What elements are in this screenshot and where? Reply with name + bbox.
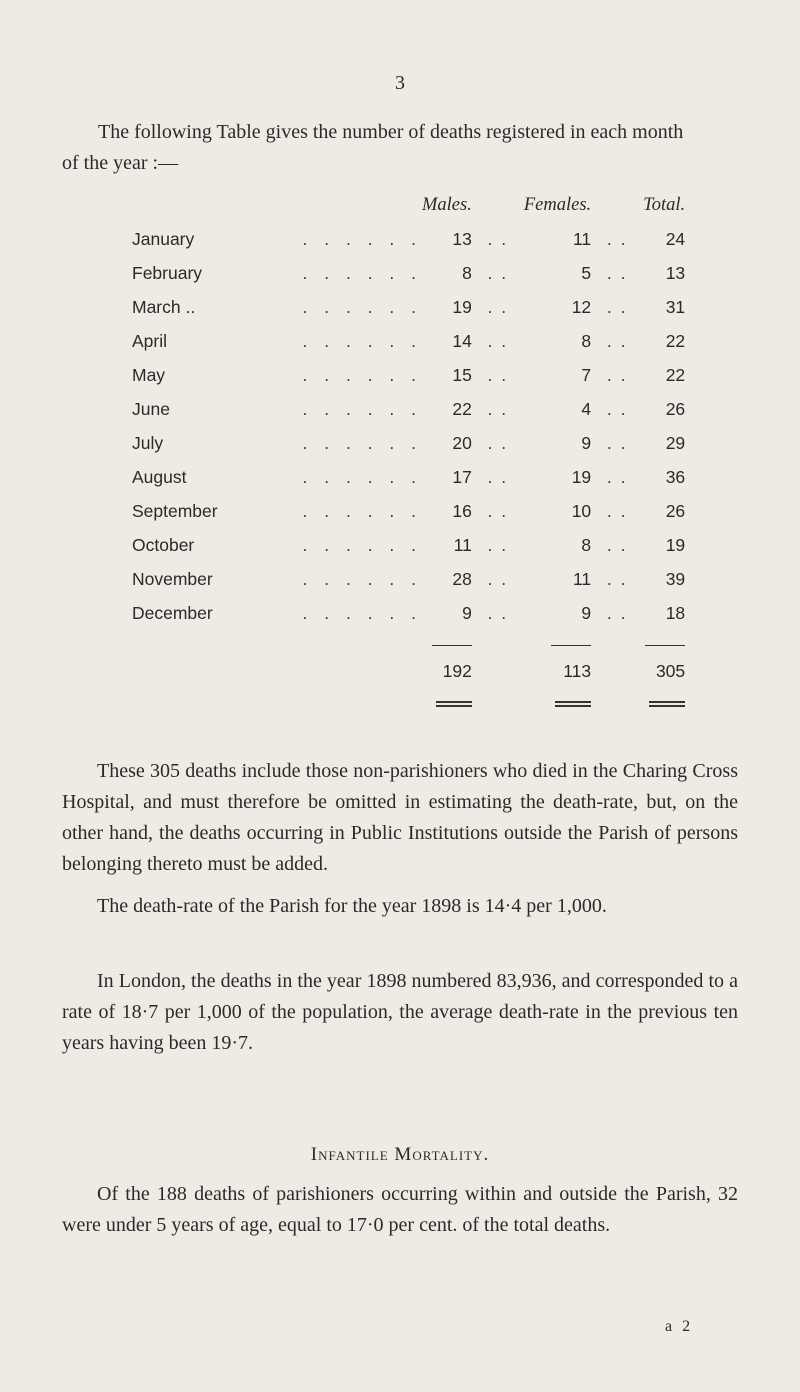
dot-separator: . . (606, 500, 628, 521)
total-females: 113 (563, 660, 592, 681)
column-header-males: Males. (422, 194, 472, 215)
dot-leader: . . . . . . (302, 262, 422, 283)
females-count: 9 (581, 602, 592, 623)
dot-separator: . . (487, 296, 509, 317)
dot-leader: . . . . . . (302, 602, 422, 623)
month-label: July (132, 432, 164, 453)
table-row (132, 358, 685, 392)
males-count: 28 (452, 568, 472, 589)
table-row (132, 596, 685, 630)
table-row (132, 290, 685, 324)
dot-separator: . . (487, 398, 509, 419)
dot-separator: . . (606, 568, 628, 589)
column-header-total: Total. (643, 194, 686, 215)
dot-separator: . . (606, 262, 628, 283)
sum-rule-row (132, 630, 685, 651)
dot-separator: . . (606, 432, 628, 453)
dot-separator: . . (487, 262, 509, 283)
table-body (132, 222, 685, 630)
males-count: 13 (452, 228, 472, 249)
total-count: 24 (665, 228, 686, 249)
females-count: 8 (581, 534, 592, 555)
double-rule (555, 701, 591, 707)
dot-separator: . . (487, 534, 509, 555)
total-count: 29 (665, 432, 686, 453)
month-label: September (132, 500, 218, 521)
paragraph-parish-death-rate: The death-rate of the Parish for the year 1898 is 14·4 per 1,000. (97, 895, 607, 917)
grand-total: 305 (655, 660, 686, 681)
dot-leader: . . . . . . (302, 466, 422, 487)
dot-separator: . . (487, 228, 509, 249)
month-label: November (132, 568, 213, 589)
table-row (132, 222, 685, 256)
females-count: 9 (581, 432, 592, 453)
females-count: 8 (581, 330, 592, 351)
dot-leader: . . . . . . (302, 228, 422, 249)
total-count: 39 (665, 568, 686, 589)
dot-leader: . . . . . . (302, 500, 422, 521)
dot-separator: . . (606, 296, 628, 317)
males-count: 19 (452, 296, 472, 317)
table-row (132, 256, 685, 290)
dot-separator: . . (606, 466, 628, 487)
total-count: 36 (665, 466, 686, 487)
section-heading: Infantile Mortality. (310, 1144, 490, 1165)
females-count: 19 (571, 466, 592, 487)
total-count: 26 (665, 500, 686, 521)
month-label: October (132, 534, 195, 555)
sum-rule (432, 645, 472, 646)
table-row (132, 324, 685, 358)
males-count: 20 (452, 432, 472, 453)
total-count: 31 (665, 296, 686, 317)
paragraph-non-parishioners: These 305 deaths include those non-parishioners who died in the Charing Cross Hospital, and must therefore be omitted in estimating the death-rate, but, on the other hand, the deaths occurring in Public Institutions outside the Parish of persons belonging thereto must be added. (62, 760, 738, 875)
table-row (132, 426, 685, 460)
dot-leader: . . . . . . (302, 534, 422, 555)
dot-separator: . . (487, 568, 509, 589)
dot-separator: . . (487, 432, 509, 453)
sum-rule (551, 645, 591, 646)
double-rule (649, 701, 685, 707)
double-rule-row (132, 691, 685, 712)
total-count: 22 (665, 364, 686, 385)
table-row (132, 494, 685, 528)
dot-separator: . . (606, 330, 628, 351)
table-row (132, 528, 685, 562)
dot-separator: . . (606, 534, 628, 555)
total-males: 192 (442, 660, 472, 681)
month-label: August (132, 466, 187, 487)
totals-row (132, 651, 685, 691)
males-count: 14 (452, 330, 472, 351)
table-row (132, 460, 685, 494)
dot-leader: . . . . . . (302, 568, 422, 589)
signature-mark: a 2 (665, 1318, 694, 1335)
double-rule (436, 701, 472, 707)
column-header-females: Females. (523, 194, 592, 215)
dot-separator: . . (487, 364, 509, 385)
females-count: 11 (572, 568, 592, 589)
paragraph-london-deaths: In London, the deaths in the year 1898 numbered 83,936, and corresponded to a rate of 18·7 per 1,000 of the population, the average death-rate in the previous ten years having been 19·7. (62, 970, 738, 1054)
females-count: 12 (571, 296, 592, 317)
total-count: 26 (665, 398, 686, 419)
page-number: 3 (395, 72, 405, 94)
dot-leader: . . . . . . (302, 330, 422, 351)
dot-leader: . . . . . . (302, 364, 422, 385)
intro-paragraph: The following Table gives the number of deaths registered in each month of the year :— (62, 121, 684, 174)
total-count: 18 (665, 602, 686, 623)
dot-leader: . . . . . . (302, 398, 422, 419)
males-count: 15 (452, 364, 472, 385)
dot-leader: . . . . . . (302, 296, 422, 317)
dot-separator: . . (606, 602, 628, 623)
table-header-row (132, 188, 685, 222)
males-count: 16 (452, 500, 472, 521)
males-count: 22 (452, 398, 472, 419)
table-row (132, 562, 685, 596)
males-count: 9 (462, 602, 472, 623)
paragraph-infantile-deaths: Of the 188 deaths of parishioners occurring within and outside the Parish, 32 were under 5 years of age, equal to 17·0 per cent. of the total deaths. (62, 1183, 738, 1236)
dot-separator: . . (487, 330, 509, 351)
females-count: 5 (581, 262, 592, 283)
dot-separator: . . (487, 466, 509, 487)
females-count: 4 (581, 398, 592, 419)
monthly-deaths-table (132, 188, 685, 712)
month-label: June (132, 398, 170, 419)
dot-separator: . . (606, 228, 628, 249)
dot-leader: . . . . . . (302, 432, 422, 453)
males-count: 11 (453, 534, 472, 555)
females-count: 10 (571, 500, 592, 521)
month-label: February (132, 262, 203, 283)
month-label: May (132, 364, 166, 385)
month-label: January (132, 228, 195, 249)
total-count: 19 (665, 534, 686, 555)
dot-separator: . . (606, 398, 628, 419)
month-label: March .. (132, 296, 196, 317)
females-count: 7 (581, 364, 592, 385)
dot-separator: . . (487, 602, 509, 623)
table-row (132, 392, 685, 426)
dot-separator: . . (606, 364, 628, 385)
total-count: 13 (665, 262, 686, 283)
month-label: April (132, 330, 168, 351)
females-count: 11 (572, 228, 592, 249)
males-count: 17 (452, 466, 472, 487)
males-count: 8 (462, 262, 472, 283)
month-label: December (132, 602, 213, 623)
sum-rule (645, 645, 685, 646)
dot-separator: . . (487, 500, 509, 521)
total-count: 22 (665, 330, 686, 351)
